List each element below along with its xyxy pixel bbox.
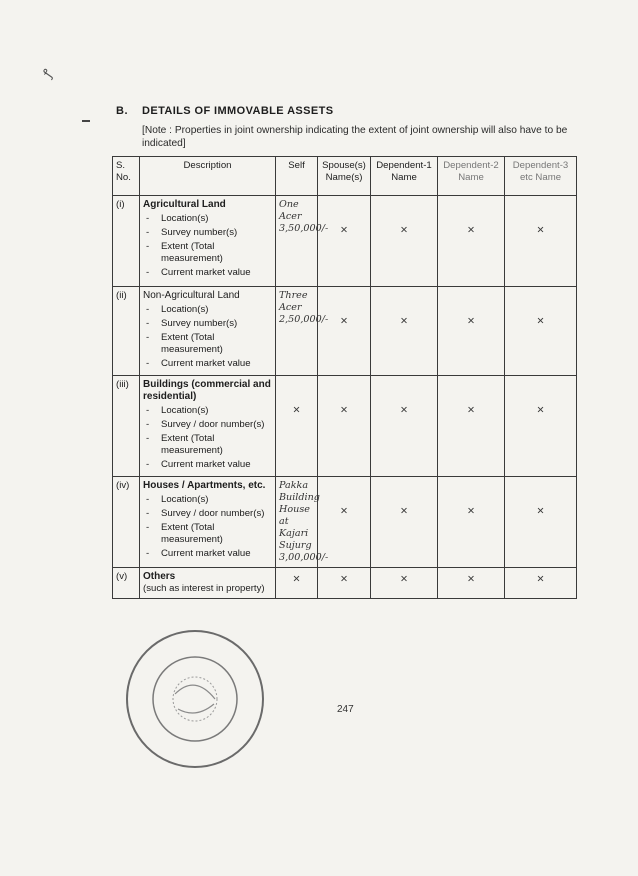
list-item: - Location(s) [143,494,272,506]
cross-mark: ✕ [536,506,545,517]
cross-mark: ✕ [339,405,349,416]
list-item: - Survey / door number(s) [143,508,272,520]
immovable-assets-table [112,156,577,599]
cell-self [276,568,318,599]
header-dependent-2: Dependent-2 Name [438,157,505,196]
header-self: Self [276,157,318,196]
row-sno: (iv) [113,477,140,568]
cross-mark: ✕ [399,574,409,585]
cell-dependent-1 [371,196,438,287]
table-row [113,196,577,287]
row-description [140,568,276,599]
list-item: - Survey number(s) [143,227,272,239]
row-subtitle: (such as interest in property) [143,583,265,594]
header-description: Description [140,157,276,196]
margin-scribble: ꝭ [39,66,56,81]
row-description [140,196,276,287]
header-sno: S. No. [113,157,140,196]
cell-dependent-1 [371,568,438,599]
list-item: - Current market value [143,459,272,471]
cell-dependent-1 [371,477,438,568]
cell-spouse [318,376,371,477]
cell-dependent-3 [505,196,577,287]
row-sno: (iii) [113,376,140,477]
cell-self [276,376,318,477]
cross-mark: ✕ [466,225,476,236]
cross-mark: ✕ [536,225,545,236]
page-number: 247 [337,704,354,715]
cell-spouse [318,287,371,376]
row-sno: (v) [113,568,140,599]
row-title: Buildings (commercial and residential) [143,379,271,402]
cross-mark: ✕ [339,506,349,517]
row-description [140,477,276,568]
list-item: - Survey number(s) [143,318,272,330]
margin-dash [82,120,90,122]
list-item: - Extent (Total measurement) [143,241,272,265]
cross-mark: ✕ [399,316,409,327]
section-title: DETAILS OF IMMOVABLE ASSETS [142,105,334,117]
table-row [113,568,577,599]
row-title: Others [143,571,176,582]
cell-dependent-1 [371,287,438,376]
cross-mark: ✕ [339,574,349,585]
row-title: Non-Agricultural Land [143,290,240,301]
cell-dependent-2 [438,376,505,477]
table-header-row [113,157,577,196]
cross-mark: ✕ [292,574,301,585]
cross-mark: ✕ [466,316,476,327]
row-sno: (ii) [113,287,140,376]
table-row [113,477,577,568]
cross-mark: ✕ [399,506,409,517]
cell-self: One Acer 3,50,000/- [276,196,318,287]
list-item: - Extent (Total measurement) [143,433,272,457]
section-number: B. [116,105,128,117]
list-item: - Current market value [143,358,272,370]
cross-mark: ✕ [399,225,409,236]
cell-dependent-3 [505,477,577,568]
row-description [140,376,276,477]
cross-mark: ✕ [466,405,476,416]
cross-mark: ✕ [536,405,545,416]
cell-dependent-3 [505,568,577,599]
cross-mark: ✕ [466,506,476,517]
cross-mark: ✕ [466,574,476,585]
list-item: - Extent (Total measurement) [143,522,272,546]
header-dependent-1: Dependent-1 Name [371,157,438,196]
cell-spouse [318,196,371,287]
header-spouse: Spouse(s) Name(s) [318,157,371,196]
row-title: Houses / Apartments, etc. [143,480,266,491]
list-item: - Location(s) [143,405,272,417]
row-sno: (i) [113,196,140,287]
list-item: - Location(s) [143,304,272,316]
cross-mark: ✕ [339,316,349,327]
cell-self: Three Acer 2,50,000/- [276,287,318,376]
row-description [140,287,276,376]
cell-dependent-2 [438,196,505,287]
cell-dependent-2 [438,287,505,376]
list-item: - Extent (Total measurement) [143,332,272,356]
cross-mark: ✕ [292,405,301,416]
cell-dependent-3 [505,287,577,376]
cross-mark: ✕ [339,225,349,236]
list-item: - Survey / door number(s) [143,419,272,431]
table-row [113,376,577,477]
cross-mark: ✕ [536,574,545,585]
cell-self: Pakka Building House at Kajari Sujurg 3,00,000/- [276,477,318,568]
advocate-seal-stamp [120,624,270,774]
list-item: - Current market value [143,267,272,279]
cell-dependent-2 [438,568,505,599]
cell-spouse [318,568,371,599]
cross-mark: ✕ [536,316,545,327]
cell-dependent-1 [371,376,438,477]
cell-dependent-2 [438,477,505,568]
table-row [113,287,577,376]
row-title: Agricultural Land [143,199,226,210]
list-item: - Current market value [143,548,272,560]
header-dependent-3: Dependent-3 etc Name [505,157,577,196]
section-note: [Note : Properties in joint ownership indicating the extent of joint ownership will also have to be indicated] [142,125,568,149]
cell-dependent-3 [505,376,577,477]
list-item: - Location(s) [143,213,272,225]
cross-mark: ✕ [399,405,409,416]
